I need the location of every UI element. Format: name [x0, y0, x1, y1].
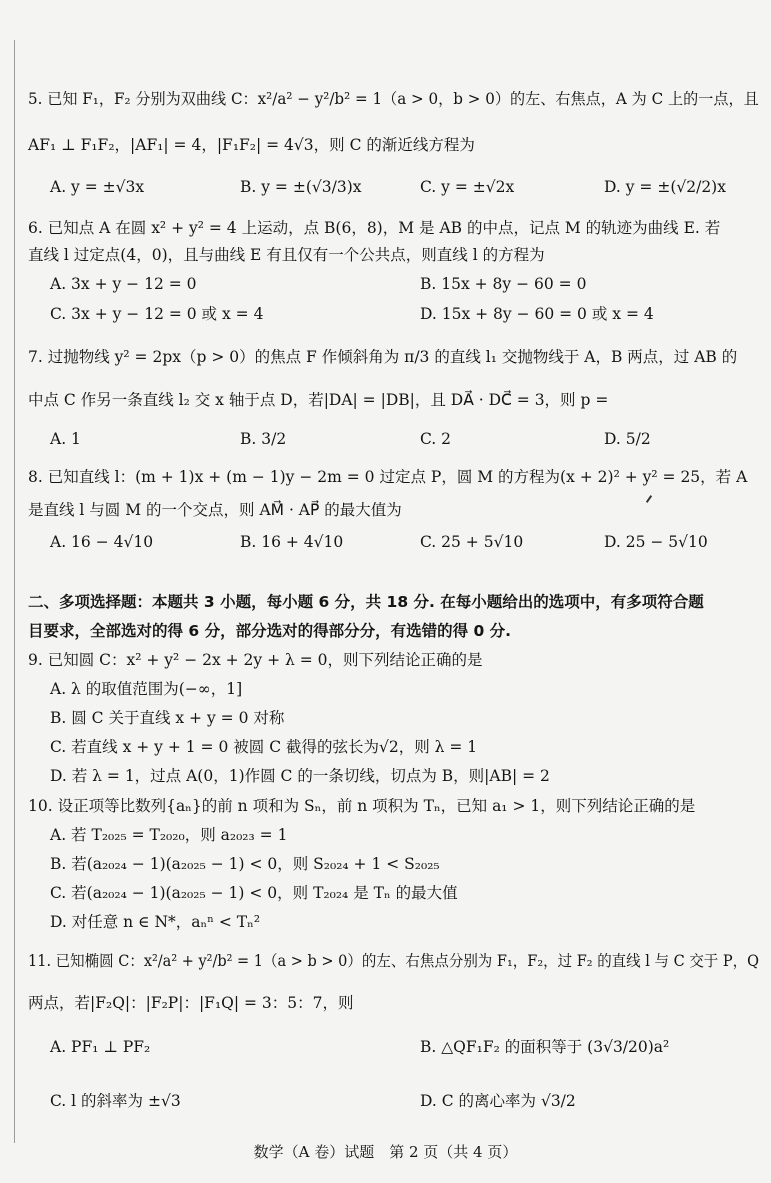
q7-option-d: D. 5/2	[604, 430, 651, 448]
q8-option-c: C. 25 + 5√10	[420, 533, 524, 551]
q7-stem-line1: 7. 过抛物线 y² = 2px（p > 0）的焦点 F 作倾斜角为 π/3 的直线 l₁ 交抛物线于 A，B 两点，过 AB 的	[28, 348, 738, 366]
stray-pen-mark	[646, 495, 652, 503]
q8-stem-line2: 是直线 l 与圆 M 的一个交点，则 AM⃗ · AP⃗ 的最大值为	[28, 501, 402, 519]
margin-rule	[14, 40, 15, 1143]
q9-option-d: D. 若 λ = 1，过点 A(0，1)作圆 C 的一条切线，切点为 B，则|AB| = 2	[50, 767, 550, 785]
q10-option-b: B. 若(a₂₀₂₄ − 1)(a₂₀₂₅ − 1) < 0，则 S₂₀₂₄ + 1 < S₂₀₂₅	[50, 855, 440, 873]
q6-option-b: B. 15x + 8y − 60 = 0	[420, 275, 587, 293]
q11-stem-line1: 11. 已知椭圆 C：x²/a² + y²/b² = 1（a > b > 0）的左、右焦点分别为 F₁，F₂，过 F₂ 的直线 l 与 C 交于 P，Q	[28, 952, 760, 970]
q11-option-c: C. l 的斜率为 ±√3	[50, 1092, 181, 1110]
q6-stem-line1: 6. 已知点 A 在圆 x² + y² = 4 上运动，点 B(6，8)，M 是 AB 的中点，记点 M 的轨迹为曲线 E. 若	[28, 219, 721, 237]
q5-stem-line1: 5. 已知 F₁，F₂ 分别为双曲线 C：x²/a² − y²/b² = 1（a > 0，b > 0）的左、右焦点，A 为 C 上的一点，且	[28, 90, 759, 108]
q10-option-a: A. 若 T₂₀₂₅ = T₂₀₂₀，则 a₂₀₂₃ = 1	[50, 826, 288, 844]
page-footer: 数学（A 卷）试题 第 2 页（共 4 页）	[253, 1143, 518, 1161]
q11-stem-line2: 两点，若|F₂Q|：|F₂P|：|F₁Q| = 3：5：7，则	[28, 994, 354, 1012]
q7-option-c: C. 2	[420, 430, 452, 448]
q9-option-b: B. 圆 C 关于直线 x + y = 0 对称	[50, 709, 285, 727]
q6-stem-line2: 直线 l 过定点(4，0)，且与曲线 E 有且仅有一个公共点，则直线 l 的方程为	[28, 246, 545, 264]
q6-option-d: D. 15x + 8y − 60 = 0 或 x = 4	[420, 305, 654, 323]
q5-option-a: A. y = ±√3x	[50, 178, 145, 196]
q5-option-b: B. y = ±(√3/3)x	[240, 178, 362, 196]
q10-option-c: C. 若(a₂₀₂₄ − 1)(a₂₀₂₅ − 1) < 0，则 T₂₀₂₄ 是 Tₙ 的最大值	[50, 884, 458, 902]
q8-option-a: A. 16 − 4√10	[50, 533, 154, 551]
q10-option-d: D. 对任意 n ∈ N*，aₙⁿ < Tₙ²	[50, 913, 261, 931]
q7-option-b: B. 3/2	[240, 430, 287, 448]
q8-option-d: D. 25 − 5√10	[604, 533, 708, 551]
q11-option-a: A. PF₁ ⊥ PF₂	[50, 1038, 151, 1056]
q8-option-b: B. 16 + 4√10	[240, 533, 344, 551]
q7-stem-line2: 中点 C 作另一条直线 l₂ 交 x 轴于点 D，若|DA| = |DB|，且 DA⃗ · DC⃗ = 3，则 p =	[28, 391, 609, 409]
q8-stem-line1: 8. 已知直线 l：(m + 1)x + (m − 1)y − 2m = 0 过定点 P，圆 M 的方程为(x + 2)² + y² = 25，若 A	[28, 468, 748, 486]
q5-option-d: D. y = ±(√2/2)x	[604, 178, 726, 196]
q6-option-a: A. 3x + y − 12 = 0	[50, 275, 197, 293]
q6-option-c: C. 3x + y − 12 = 0 或 x = 4	[50, 305, 264, 323]
q9-stem: 9. 已知圆 C：x² + y² − 2x + 2y + λ = 0，则下列结论正确的是	[28, 651, 483, 669]
q5-option-c: C. y = ±√2x	[420, 178, 515, 196]
q11-option-d: D. C 的离心率为 √3/2	[420, 1092, 576, 1110]
q5-stem-line2: AF₁ ⊥ F₁F₂，|AF₁| = 4，|F₁F₂| = 4√3，则 C 的渐近线方程为	[28, 136, 475, 154]
q7-option-a: A. 1	[50, 430, 81, 448]
q9-option-a: A. λ 的取值范围为(−∞，1]	[50, 680, 243, 698]
section2-heading-line2: 目要求，全部选对的得 6 分，部分选对的得部分分，有选错的得 0 分.	[28, 622, 512, 640]
q11-option-b: B. △QF₁F₂ 的面积等于 (3√3/20)a²	[420, 1038, 670, 1056]
section2-heading-line1: 二、多项选择题：本题共 3 小题，每小题 6 分，共 18 分. 在每小题给出的选项中，有多项符合题	[28, 593, 704, 611]
q9-option-c: C. 若直线 x + y + 1 = 0 被圆 C 截得的弦长为√2，则 λ = 1	[50, 738, 478, 756]
q10-stem: 10. 设正项等比数列{aₙ}的前 n 项和为 Sₙ，前 n 项积为 Tₙ，已知 a₁ > 1，则下列结论正确的是	[28, 797, 696, 815]
